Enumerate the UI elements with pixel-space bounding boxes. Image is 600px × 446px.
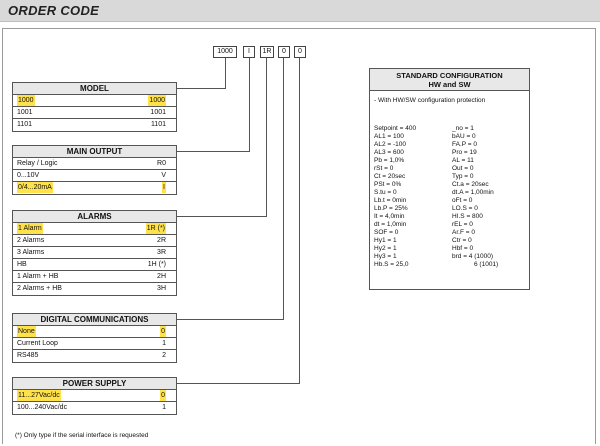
digital-comms-title: DIGITAL COMMUNICATIONS: [13, 314, 176, 326]
row-code: 2R: [157, 237, 166, 244]
row-code: V: [161, 172, 166, 179]
connector-model-v: [225, 58, 226, 88]
connector-power-h: [177, 383, 300, 384]
row-code: 1101: [150, 121, 166, 128]
table-row: [13, 170, 176, 182]
row-code: 0: [161, 328, 165, 335]
table-row: [13, 283, 176, 295]
model-table: [12, 82, 177, 132]
row-label: 0/4...20mA: [18, 184, 52, 191]
config-param: SOF = 0: [374, 229, 399, 236]
config-param: Ar.F = 0: [452, 229, 475, 236]
table-row: [13, 223, 176, 235]
row-code: 1: [162, 340, 166, 347]
code-box-alarms: 1R: [260, 46, 274, 58]
row-code: R0: [157, 160, 166, 167]
page-header: [0, 0, 600, 22]
config-param: Out = 0: [452, 165, 474, 172]
row-label: 100...240Vac/dc: [17, 404, 68, 411]
connector-output-v: [249, 58, 250, 151]
row-code: 0: [161, 392, 165, 399]
config-param: dt.A = 1,00min: [452, 189, 494, 196]
config-param: Lb.P = 25%: [374, 205, 408, 212]
config-param: Hb.S = 25,0: [374, 261, 409, 268]
table-row: [13, 271, 176, 283]
row-label: 0...10V: [17, 172, 40, 179]
row-code: I: [163, 184, 165, 191]
table-row: [13, 326, 176, 338]
row-code: 1H (*): [147, 261, 166, 268]
table-row: [13, 402, 176, 414]
connector-comms-h: [177, 319, 284, 320]
config-param: Lb.t = 0min: [374, 197, 407, 204]
row-code: 1000: [149, 97, 165, 104]
table-row: [13, 235, 176, 247]
table-row: [13, 259, 176, 271]
standard-config-title: STANDARD CONFIGURATION: [396, 71, 503, 80]
row-label: 3 Alarms: [17, 249, 45, 256]
table-row: [13, 338, 176, 350]
config-param: FA.P = 0: [452, 141, 477, 148]
table-row: [13, 107, 176, 119]
row-label: 11...27Vac/dc: [18, 392, 60, 399]
config-param: rSt = 0: [374, 165, 394, 172]
page-title: ORDER CODE: [8, 3, 100, 18]
config-param: oFt = 0: [452, 197, 473, 204]
row-label: 2 Alarms + HB: [17, 285, 62, 292]
row-label: Relay / Logic: [17, 160, 58, 167]
digital-comms-table: [12, 313, 177, 363]
model-table-title: MODEL: [13, 83, 176, 95]
config-param: Hy1 = 1: [374, 237, 397, 244]
row-label: 1000: [18, 97, 34, 104]
row-code: 2: [162, 352, 166, 359]
connector-alarms-v: [266, 58, 267, 216]
table-row: [13, 119, 176, 131]
row-code: 3H: [157, 285, 166, 292]
table-row: [13, 390, 176, 402]
connector-output-h: [177, 151, 250, 152]
config-param: S.tu = 0: [374, 189, 397, 196]
config-param: _no = 1: [452, 125, 474, 132]
config-param: Hy3 = 1: [374, 253, 397, 260]
table-row: [13, 350, 176, 362]
row-code: 3R: [157, 249, 166, 256]
config-param: Ct.a = 20sec: [452, 181, 489, 188]
main-output-table: [12, 145, 177, 195]
standard-config-panel: [369, 68, 530, 290]
power-supply-table: [12, 377, 177, 415]
config-param: Typ = 0: [452, 173, 474, 180]
config-param: AL = 11: [452, 157, 474, 164]
connector-power-v: [299, 58, 300, 383]
config-param: AL2 = -100: [374, 141, 406, 148]
row-label: None: [18, 328, 35, 335]
alarms-table: [12, 210, 177, 296]
config-param: brd = 4 (1000): [452, 253, 494, 260]
row-label: 1001: [17, 109, 33, 116]
row-label: RS485: [17, 352, 39, 359]
connector-model-h: [177, 88, 226, 89]
row-label: 2 Alarms: [17, 237, 45, 244]
footnote: (*) Only type if the serial interface is requested: [15, 432, 149, 439]
row-label: 1 Alarm: [18, 225, 42, 232]
config-param: Ct = 20sec: [374, 173, 406, 180]
code-box-power: 0: [294, 46, 306, 58]
row-label: 1101: [17, 121, 33, 128]
config-param: AL1 = 100: [374, 133, 404, 140]
config-param: Ctr = 0: [452, 237, 472, 244]
config-param: bAU = 0: [452, 133, 476, 140]
code-box-model: 1000: [213, 46, 237, 58]
power-supply-title: POWER SUPPLY: [13, 378, 176, 390]
code-box-comms: 0: [278, 46, 290, 58]
config-param: Setpoint = 400: [374, 125, 417, 132]
config-param: Hy2 = 1: [374, 245, 397, 252]
table-row: [13, 182, 176, 194]
standard-config-header: [370, 69, 529, 91]
standard-config-intro: - With HW/SW configuration protection: [374, 97, 486, 104]
main-output-title: MAIN OUTPUT: [13, 146, 176, 158]
alarms-title: ALARMS: [13, 211, 176, 223]
config-param: dt = 1,0min: [374, 221, 407, 228]
connector-alarms-h: [177, 216, 267, 217]
row-code: 1: [162, 404, 166, 411]
connector-comms-v: [283, 58, 284, 319]
config-param: LO.S = 0: [452, 205, 478, 212]
table-row: [13, 158, 176, 170]
config-param: HI.S = 800: [452, 213, 483, 220]
row-label: Current Loop: [17, 340, 58, 347]
code-box-output: I: [243, 46, 255, 58]
config-param: AL3 = 600: [374, 149, 404, 156]
standard-config-subtitle: HW and SW: [428, 80, 471, 89]
config-param: Pro = 19: [452, 149, 477, 156]
config-param: Hbf = 0: [452, 245, 474, 252]
config-param: It = 4,0min: [374, 213, 405, 220]
config-param: Pb = 1,0%: [374, 157, 405, 164]
row-code: 1001: [150, 109, 166, 116]
config-param: 6 (1001): [474, 261, 499, 268]
row-label: 1 Alarm + HB: [17, 273, 59, 280]
config-param: PSt = 0%: [374, 181, 402, 188]
row-code: 2H: [157, 273, 166, 280]
config-param: rEL = 0: [452, 221, 473, 228]
table-row: [13, 247, 176, 259]
row-label: HB: [17, 261, 27, 268]
table-row: [13, 95, 176, 107]
row-code: 1R (*): [146, 225, 165, 232]
